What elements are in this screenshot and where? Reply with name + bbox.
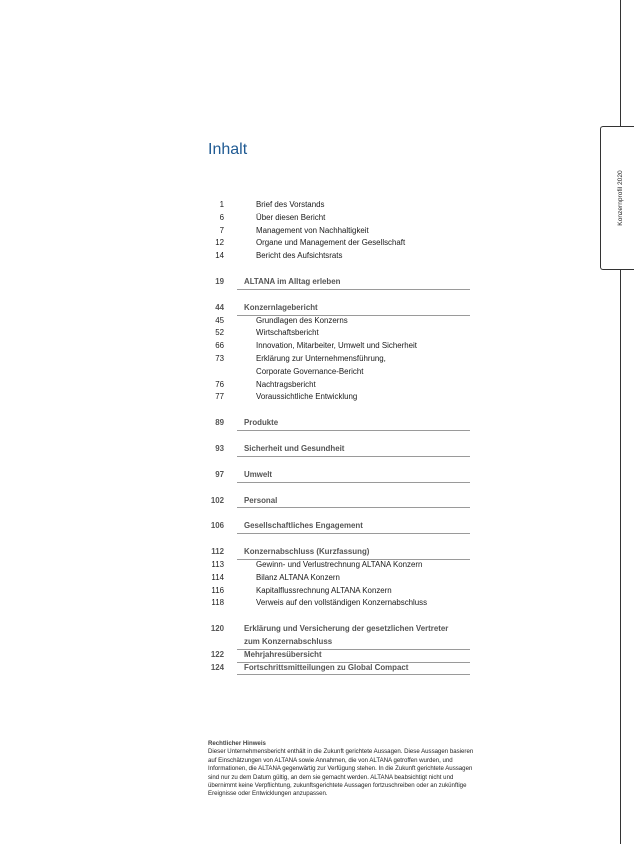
toc-entry[interactable] bbox=[204, 315, 470, 328]
page-number: 102 bbox=[210, 495, 224, 505]
toc-entry[interactable] bbox=[204, 237, 470, 250]
legal-text-line: sind nur zu dem Datum gültig, an dem sie gemacht werden. ALTANA beabsichtigt nicht und bbox=[208, 773, 454, 781]
page-number: 93 bbox=[215, 443, 224, 453]
legal-notice-title: Rechtlicher Hinweis bbox=[208, 740, 266, 747]
section-title: Erklärung und Versicherung der gesetzlichen Vertreter bbox=[244, 624, 449, 634]
toc-section-umwelt[interactable] bbox=[204, 469, 470, 482]
toc-section-engagement[interactable] bbox=[204, 520, 470, 533]
section-title: Sicherheit und Gesundheit bbox=[244, 443, 345, 453]
toc-entry[interactable] bbox=[204, 559, 470, 572]
section-title: Konzernabschluss (Kurzfassung) bbox=[244, 547, 370, 557]
divider bbox=[237, 674, 470, 675]
entry-title: Bilanz ALTANA Konzern bbox=[256, 572, 340, 582]
toc-entry[interactable] bbox=[204, 225, 470, 238]
section-title: ALTANA im Alltag erleben bbox=[244, 276, 341, 286]
toc-entry[interactable] bbox=[204, 391, 470, 404]
toc-entry[interactable] bbox=[204, 212, 470, 225]
page-number: 113 bbox=[211, 559, 224, 569]
toc-section-alltag[interactable] bbox=[204, 276, 470, 289]
legal-text-line: Ereignisse oder Entwicklungen anzupassen. bbox=[208, 790, 328, 798]
page-number: 1 bbox=[219, 200, 224, 209]
section-title: Produkte bbox=[244, 418, 279, 428]
page-number: 6 bbox=[219, 212, 224, 222]
page-number: 89 bbox=[215, 418, 224, 428]
legal-text-line: Informationen, die ALTANA gegenwärtig zur Verfügung stehen. In die Zukunft gerichtete Aussagen bbox=[208, 765, 473, 773]
toc-section-produkte[interactable] bbox=[204, 417, 470, 430]
entry-title: Grundlagen des Konzerns bbox=[256, 315, 348, 325]
toc-section-abschluss[interactable] bbox=[204, 546, 470, 559]
toc-section-mehrjahres[interactable] bbox=[204, 649, 470, 662]
page-number: 76 bbox=[215, 379, 224, 389]
toc-entry[interactable] bbox=[204, 250, 470, 263]
page-number: 73 bbox=[215, 353, 224, 363]
page-number: 122 bbox=[210, 649, 224, 659]
entry-title: Verweis auf den vollständigen Konzernabschluss bbox=[256, 598, 428, 608]
register-tab bbox=[600, 126, 634, 270]
divider bbox=[237, 289, 470, 290]
section-title: Gesellschaftliches Engagement bbox=[244, 521, 363, 531]
page-number: 97 bbox=[215, 469, 224, 479]
toc-section-lagebericht[interactable] bbox=[204, 302, 470, 315]
page-number: 14 bbox=[215, 251, 224, 261]
divider bbox=[237, 533, 470, 534]
divider bbox=[237, 482, 470, 483]
legal-text-line: Dieser Unternehmensbericht enthält in die Zukunft gerichtete Aussagen. Diese Aussagen basieren bbox=[208, 748, 474, 756]
tab-label: Konzernprofil 2020 bbox=[617, 170, 624, 226]
legal-notice bbox=[208, 740, 528, 799]
divider bbox=[237, 507, 470, 508]
page-title: Inhalt bbox=[208, 141, 248, 158]
section-title: Umwelt bbox=[244, 469, 273, 479]
entry-title: Brief des Vorstands bbox=[256, 200, 325, 209]
toc-entry[interactable] bbox=[204, 597, 470, 610]
toc-entry[interactable] bbox=[204, 327, 470, 340]
page-number: 7 bbox=[219, 225, 224, 235]
page-number: 44 bbox=[215, 302, 224, 312]
page-number: 77 bbox=[215, 392, 224, 402]
toc-entry-continued[interactable] bbox=[204, 366, 470, 379]
page-number: 118 bbox=[211, 598, 224, 608]
entry-title: Wirtschaftsbericht bbox=[256, 328, 319, 338]
entry-title: Bericht des Aufsichtsrats bbox=[256, 251, 343, 261]
toc-entry[interactable] bbox=[204, 199, 470, 212]
page-number: 45 bbox=[215, 315, 224, 325]
toc-section-fortschritt[interactable] bbox=[204, 662, 470, 675]
entry-title: Management von Nachhaltigkeit bbox=[256, 225, 369, 235]
toc-entry[interactable] bbox=[204, 585, 470, 598]
page-number: 112 bbox=[211, 547, 224, 557]
toc-section-sicherheit[interactable] bbox=[204, 443, 470, 456]
entry-title: Kapitalflussrechnung ALTANA Konzern bbox=[256, 585, 392, 595]
legal-text-line: auf Einschätzungen von ALTANA sowie Annahmen, die von ALTANA getroffen wurden, und bbox=[208, 756, 453, 764]
entry-title: Über diesen Bericht bbox=[256, 212, 326, 222]
toc-entry[interactable] bbox=[204, 572, 470, 585]
toc-section-personal[interactable] bbox=[204, 495, 470, 508]
page-number: 114 bbox=[211, 572, 224, 582]
entry-title: Voraussichtliche Entwicklung bbox=[256, 392, 358, 402]
page-number: 66 bbox=[215, 341, 224, 351]
entry-title: Gewinn- und Verlustrechnung ALTANA Konzern bbox=[256, 559, 423, 569]
page-number: 106 bbox=[210, 521, 224, 531]
legal-text-line: übernimmt keine Verpflichtung, zukunftsgerichtete Aussagen fortzuschreiben oder an zukünftige bbox=[208, 782, 467, 790]
entry-title: Organe und Management der Gesellschaft bbox=[256, 238, 406, 248]
page-number: 52 bbox=[215, 328, 224, 338]
section-title: zum Konzernabschluss bbox=[244, 636, 333, 646]
entry-title: Nachtragsbericht bbox=[256, 379, 316, 389]
page-number: 19 bbox=[215, 276, 224, 286]
page-number: 124 bbox=[210, 662, 224, 672]
table-of-contents bbox=[204, 199, 470, 674]
page-number: 12 bbox=[215, 238, 224, 248]
toc-entry[interactable] bbox=[204, 353, 470, 366]
entry-title: Erklärung zur Unternehmensführung, bbox=[256, 353, 386, 363]
toc-section-erklaerung-cont[interactable] bbox=[204, 636, 470, 649]
toc-entry[interactable] bbox=[204, 340, 470, 353]
entry-title: Corporate Governance-Bericht bbox=[256, 366, 364, 376]
section-title: Personal bbox=[244, 495, 278, 505]
entry-title: Innovation, Mitarbeiter, Umwelt und Sicherheit bbox=[256, 341, 417, 351]
section-title: Konzernlagebericht bbox=[244, 302, 318, 312]
page-number: 116 bbox=[211, 585, 224, 595]
section-title: Mehrjahresübersicht bbox=[244, 649, 322, 659]
toc-section-erklaerung[interactable] bbox=[204, 623, 470, 636]
toc-entry[interactable] bbox=[204, 379, 470, 392]
section-title: Fortschrittsmitteilungen zu Global Compact bbox=[244, 662, 409, 672]
divider bbox=[237, 456, 470, 457]
divider bbox=[237, 430, 470, 431]
page-number: 120 bbox=[210, 624, 224, 634]
